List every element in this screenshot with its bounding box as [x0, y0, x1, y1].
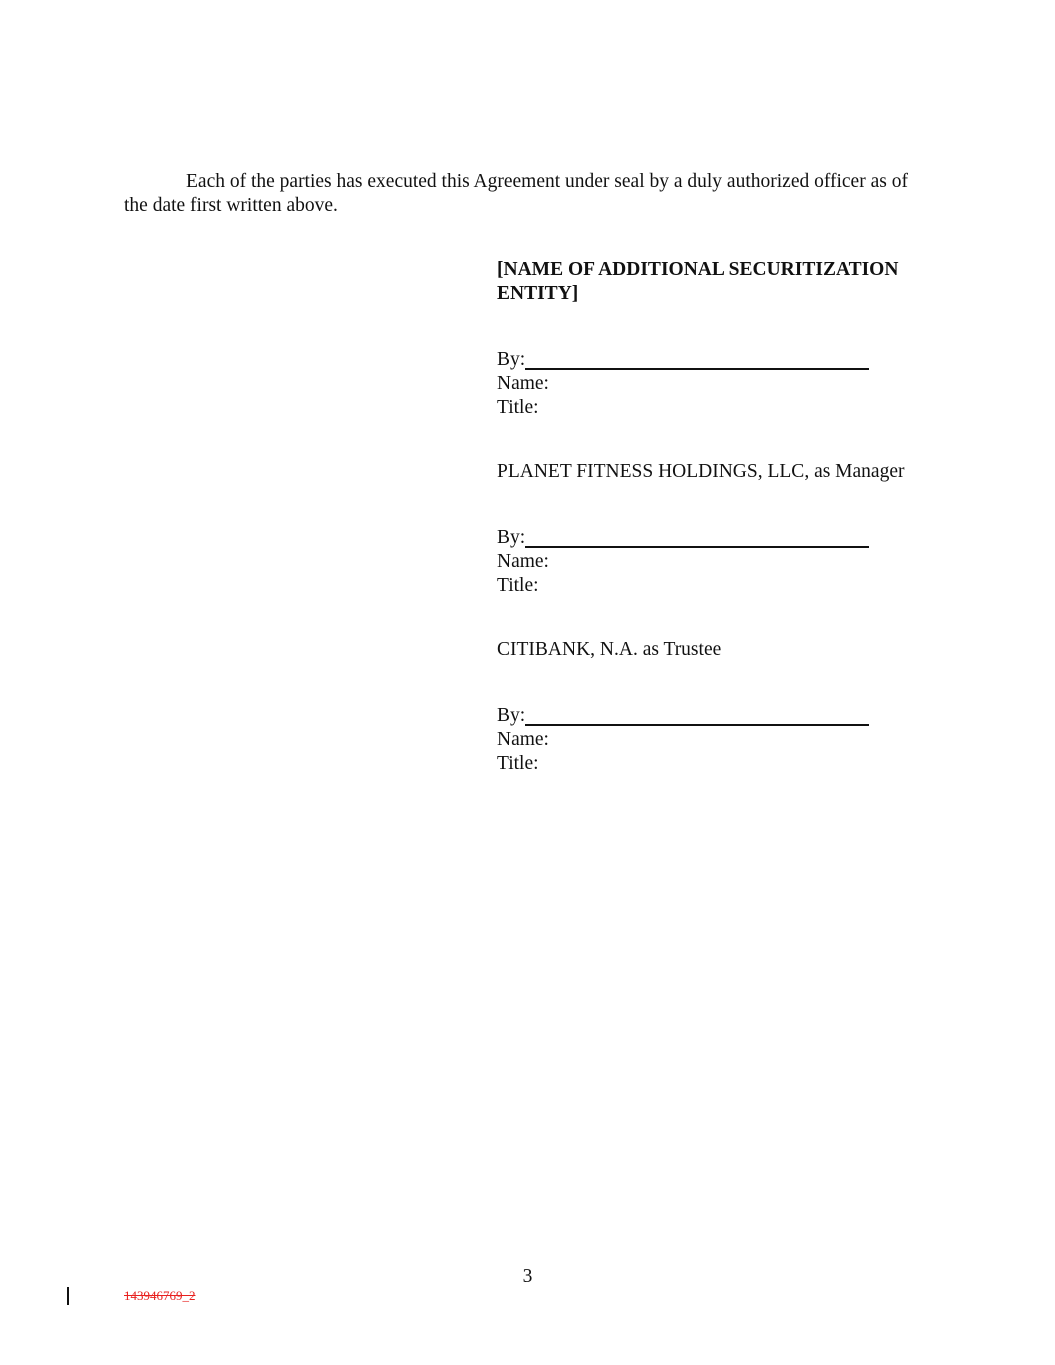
revision-change-bar [67, 1287, 69, 1305]
entity-name: PLANET FITNESS HOLDINGS, LLC, as Manager [497, 461, 905, 482]
signature-rule [525, 368, 869, 370]
entity-name: [NAME OF ADDITIONAL SECURITIZATION ENTITY] [497, 259, 899, 304]
page-number: 3 [522, 1266, 533, 1287]
signature-block-additional-entity [497, 258, 937, 420]
intro-text: Each of the parties has executed this Agreement under seal by a duly authorized officer as of the date first written above. [124, 171, 908, 216]
title-label: Title: [497, 575, 539, 596]
signature-block-manager [497, 460, 937, 598]
entity-name: CITIBANK, N.A. as Trustee [497, 639, 722, 660]
spacer [497, 306, 937, 348]
name-label: Name: [497, 729, 549, 750]
signature-rule [525, 546, 869, 548]
title-label: Title: [497, 397, 539, 418]
spacer [497, 484, 937, 526]
name-label: Name: [497, 373, 549, 394]
title-label: Title: [497, 753, 539, 774]
signature-line [497, 526, 937, 550]
spacer [497, 662, 937, 704]
by-label: By: [497, 527, 526, 548]
by-label: By: [497, 349, 526, 370]
signature-line [497, 704, 937, 728]
footer-document-id: 143946769_2 [124, 1288, 196, 1303]
signature-block-trustee [497, 638, 937, 776]
signature-rule [525, 724, 869, 726]
name-label: Name: [497, 551, 549, 572]
signature-line [497, 348, 937, 372]
intro-paragraph [124, 170, 934, 218]
by-label: By: [497, 705, 526, 726]
